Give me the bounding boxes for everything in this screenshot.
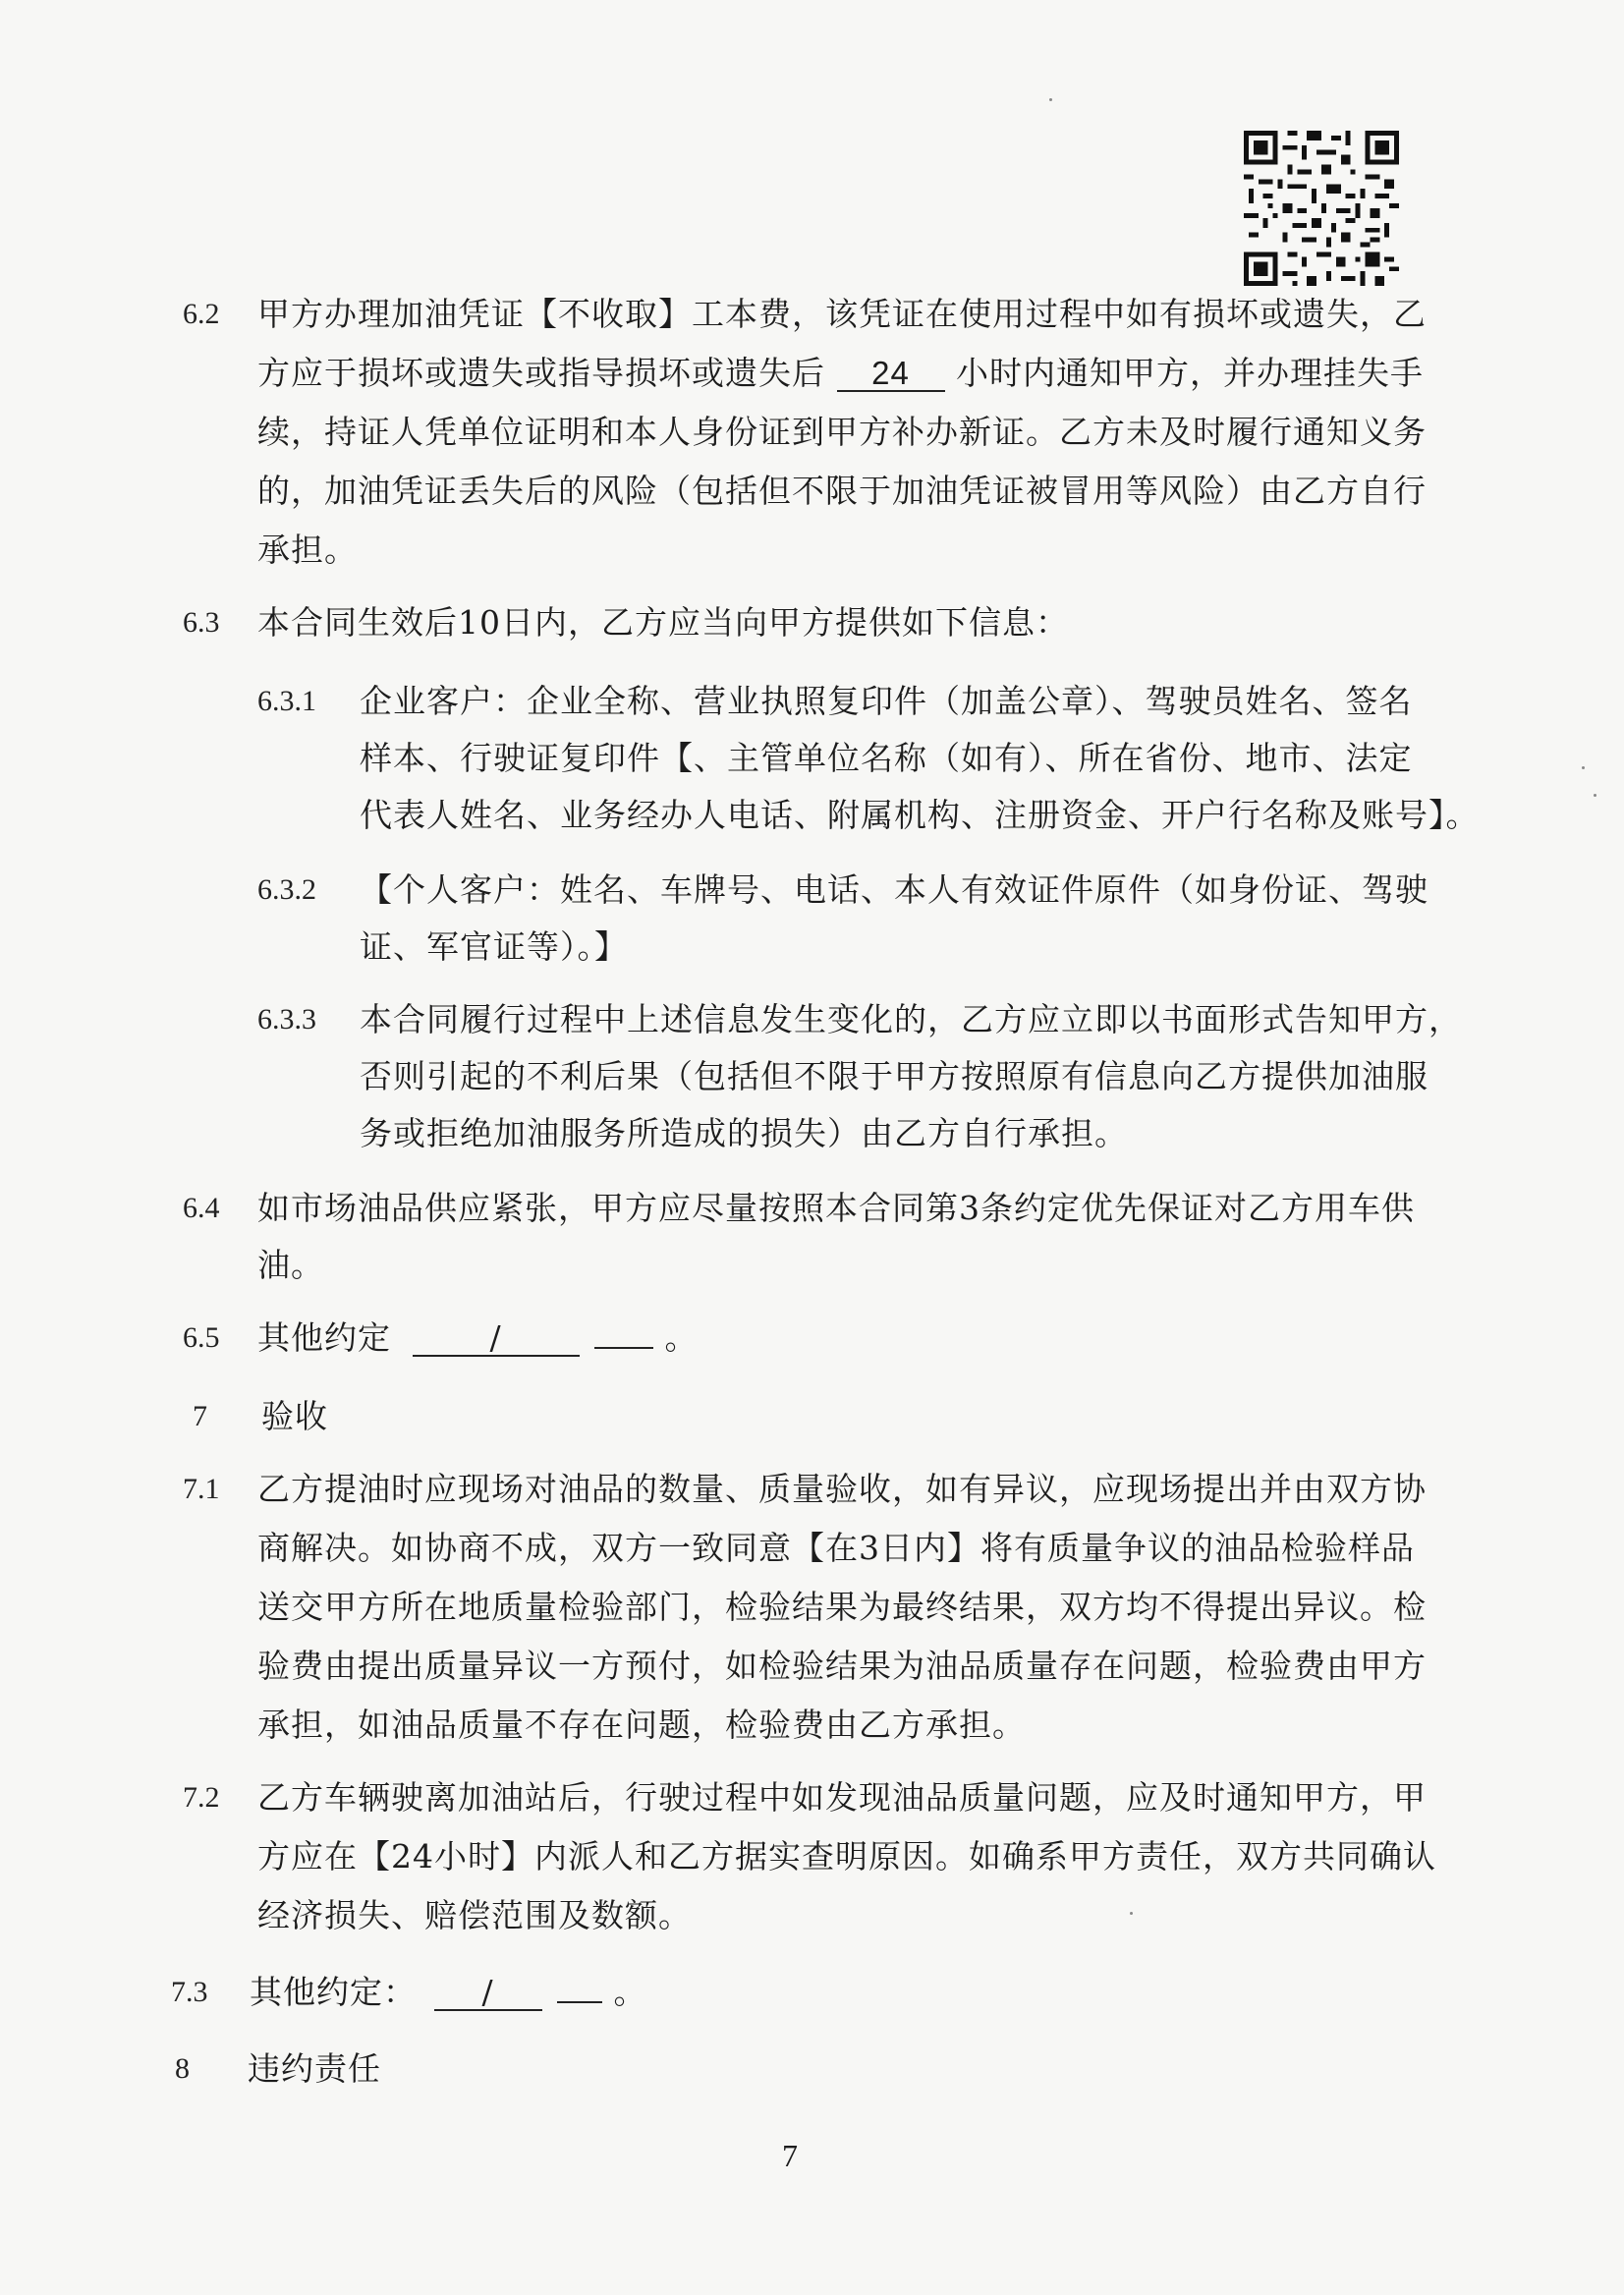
- page-number: 7: [782, 2138, 798, 2173]
- section-title: 违约责任: [248, 2049, 381, 2088]
- clause-text: 如市场油品供应紧张，甲方应尽量按照本合同第3条约定优先保证对乙方用车供: [257, 1189, 1415, 1227]
- clause-text: 本合同履行过程中上述信息发生变化的，乙方应立即以书面形式告知甲方，: [360, 1000, 1462, 1038]
- qr-code-icon: [1238, 126, 1405, 291]
- other-terms-blank: /: [413, 1321, 580, 1357]
- clause-text: 经济损失、赔偿范围及数额。: [257, 1896, 692, 1934]
- clause-text: 甲方办理加油凭证【不收取】工本费，该凭证在使用过程中如有损坏或遗失，乙: [257, 295, 1427, 333]
- clause-text: [257, 1318, 699, 1358]
- clause-text: [257, 354, 1424, 393]
- clause-text: 【个人客户：姓名、车牌号、电话、本人有效证件原件（如身份证、驾驶: [360, 870, 1428, 909]
- clause-text: 务或拒绝加油服务所造成的损失）由乙方自行承担。: [360, 1114, 1128, 1152]
- scan-speck: [1594, 794, 1596, 797]
- clause-text: 方应在【24小时】内派人和乙方据实查明原因。如确系甲方责任，双方共同确认: [257, 1837, 1436, 1875]
- clause-text: 证、军官证等）。】: [360, 927, 628, 966]
- clause-number: 6.2: [183, 298, 220, 330]
- clause-text: 乙方提油时应现场对油品的数量、质量验收，如有异议，应现场提出并由双方协: [257, 1470, 1427, 1508]
- scan-speck: [1130, 1912, 1133, 1915]
- clause-text: 商解决。如协商不成，双方一致同意【在3日内】将有质量争议的油品检验样品: [257, 1529, 1415, 1567]
- section-title: 验收: [261, 1397, 328, 1435]
- other-terms-blank-extra: [594, 1347, 653, 1349]
- section-number: 7: [193, 1400, 207, 1432]
- clause-text: 油。: [257, 1246, 324, 1284]
- clause-text: 的，加油凭证丢失后的风险（包括但不限于加油凭证被冒用等风险）由乙方自行: [257, 472, 1427, 510]
- hours-blank: 24: [837, 357, 945, 392]
- clause-text: 企业客户：企业全称、营业执照复印件（加盖公章）、驾驶员姓名、签名: [360, 682, 1413, 720]
- clause-number: 6.3.2: [257, 873, 316, 906]
- clause-text-part: 方应于损坏或遗失或指导损坏或遗失后: [257, 354, 825, 392]
- clause-text: 否则引起的不利后果（包括但不限于甲方按照原有信息向乙方提供加油服: [360, 1057, 1428, 1095]
- clause-number: 7.3: [171, 1976, 208, 2008]
- clause-text: 代表人姓名、业务经办人电话、附属机构、注册资金、开户行名称及账号】。: [360, 796, 1480, 834]
- clause-number: 6.3.3: [257, 1003, 316, 1036]
- clause-number: 7.2: [183, 1781, 220, 1814]
- scan-speck: [1582, 766, 1585, 769]
- other-terms-end: 。: [664, 1318, 699, 1357]
- clause-text: 承担，如油品质量不存在问题，检验费由乙方承担。: [257, 1706, 1026, 1744]
- clause-number: 6.5: [183, 1321, 220, 1354]
- scan-speck: [1049, 98, 1052, 101]
- other-terms-label: 其他约定：: [250, 1973, 417, 2011]
- clause-number: 6.3: [183, 606, 220, 639]
- clause-text: 续，持证人凭单位证明和本人身份证到甲方补办新证。乙方未及时履行通知义务: [257, 413, 1427, 451]
- other-terms-blank: /: [434, 1976, 542, 2011]
- clause-text: 承担。: [257, 531, 358, 569]
- clause-text: 验费由提出质量异议一方预付，如检验结果为油品质量存在问题，检验费由甲方: [257, 1647, 1427, 1685]
- clause-text: 样本、行驶证复印件【、主管单位名称（如有）、所在省份、地市、法定: [360, 739, 1413, 777]
- clause-text-part: 小时内通知甲方，并办理挂失手: [956, 354, 1424, 392]
- other-terms-end: 。: [613, 1973, 647, 2011]
- clause-number: 6.3.1: [257, 685, 316, 717]
- clause-text: 乙方车辆驶离加油站后，行驶过程中如发现油品质量问题，应及时通知甲方，甲: [257, 1778, 1427, 1817]
- other-terms-label: 其他约定: [257, 1318, 391, 1357]
- clause-number: 6.4: [183, 1192, 220, 1224]
- clause-text: 本合同生效后10日内，乙方应当向甲方提供如下信息：: [257, 603, 1069, 642]
- clause-text: [250, 1973, 647, 2012]
- clause-number: 7.1: [183, 1473, 220, 1505]
- other-terms-blank-extra: [557, 2001, 602, 2003]
- clause-text: 送交甲方所在地质量检验部门，检验结果为最终结果，双方均不得提出异议。检: [257, 1588, 1427, 1626]
- section-number: 8: [175, 2052, 190, 2085]
